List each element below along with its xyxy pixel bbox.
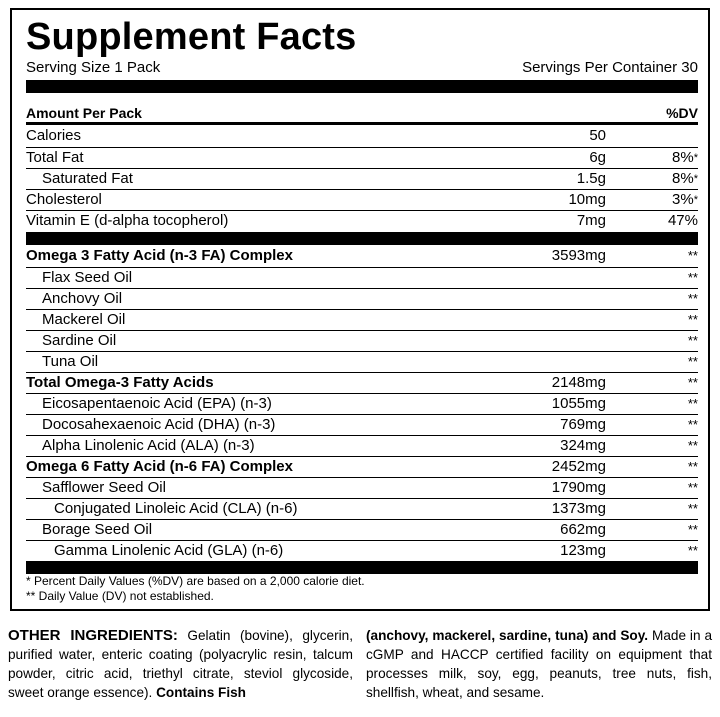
nutrient-dv: 8% bbox=[672, 170, 694, 187]
nutrient-label: Docosahexaenoic Acid (DHA) (n-3) bbox=[42, 416, 276, 433]
nutrient-amount: 1055mg bbox=[551, 395, 606, 412]
thick-divider-top bbox=[26, 80, 698, 93]
nutrient-dv: ** bbox=[687, 438, 698, 453]
nutrient-row bbox=[26, 519, 698, 540]
nutrient-row bbox=[26, 210, 698, 231]
nutrient-dv: ** bbox=[687, 270, 698, 285]
panel-title: Supplement Facts bbox=[26, 16, 357, 58]
nutrient-amount: 3593mg bbox=[551, 247, 606, 264]
nutrient-row bbox=[26, 372, 698, 393]
nutrient-dv: ** bbox=[687, 543, 698, 558]
nutrient-label: Vitamin E (d-alpha tocopherol) bbox=[26, 212, 229, 229]
other-ingredients-col1 bbox=[8, 626, 353, 702]
nutrient-label: Total Omega-3 Fatty Acids bbox=[26, 374, 214, 391]
nutrient-amount: 50 bbox=[589, 127, 606, 144]
nutrient-label: Conjugated Linoleic Acid (CLA) (n-6) bbox=[54, 500, 298, 517]
nutrient-amount: 6g bbox=[589, 149, 606, 166]
column-header bbox=[26, 104, 698, 122]
nutrient-row bbox=[26, 456, 698, 477]
nutrient-dv: ** bbox=[687, 417, 698, 432]
nutrient-label: Calories bbox=[26, 127, 82, 144]
dv-footnote-mark: * bbox=[693, 173, 698, 185]
serving-info bbox=[26, 59, 698, 77]
nutrient-label: Tuna Oil bbox=[42, 353, 99, 370]
allergen-statement-cont: (anchovy, mackerel, sardine, tuna) and Soy. bbox=[366, 628, 649, 643]
dv-footnote-mark: * bbox=[693, 152, 698, 164]
nutrient-amount: 2148mg bbox=[551, 374, 606, 391]
nutrient-amount: 1373mg bbox=[551, 500, 606, 517]
nutrient-dv: 8% bbox=[672, 149, 694, 166]
nutrient-label: Omega 3 Fatty Acid (n-3 FA) Complex bbox=[26, 247, 293, 264]
thin-divider bbox=[26, 122, 698, 125]
other-ingredients-text: Gelatin (bovine), glycerin, purified water, enteric coating (polyacrylic resin, talcum powder, citric acid, triethyl citrate, steviol glycoside, sweet orange essence). bbox=[8, 628, 353, 700]
nutrient-dv: ** bbox=[687, 248, 698, 263]
nutrient-amount: 662mg bbox=[560, 521, 606, 538]
nutrient-row bbox=[26, 351, 698, 372]
facility-statement: Made in a cGMP and HACCP certified facility on equipment that processes milk, soy, egg, peanuts, tree nuts, fish, shellfish, wheat, and sesame. bbox=[366, 628, 713, 700]
nutrient-dv: 3% bbox=[672, 191, 694, 208]
nutrient-amount: 2452mg bbox=[551, 458, 606, 475]
nutrient-amount: 324mg bbox=[560, 437, 606, 454]
nutrient-amount: 123mg bbox=[560, 542, 606, 559]
nutrient-label: Sardine Oil bbox=[42, 332, 117, 349]
nutrient-label: Flax Seed Oil bbox=[42, 269, 133, 286]
nutrient-row bbox=[26, 477, 698, 498]
nutrient-row bbox=[26, 168, 698, 189]
dv-footnote-mark: * bbox=[693, 194, 698, 206]
nutrient-row bbox=[26, 540, 698, 561]
nutrient-row bbox=[26, 246, 698, 267]
other-ingredients-col2 bbox=[366, 626, 712, 702]
thick-divider-mid bbox=[26, 232, 698, 245]
nutrient-row bbox=[26, 393, 698, 414]
nutrient-row bbox=[26, 330, 698, 351]
allergen-statement: Contains Fish bbox=[156, 685, 246, 700]
nutrient-row bbox=[26, 435, 698, 456]
dv-header: %DV bbox=[666, 105, 698, 121]
nutrient-dv-cell bbox=[672, 190, 698, 210]
nutrient-row bbox=[26, 267, 698, 288]
nutrient-label: Mackerel Oil bbox=[42, 311, 126, 328]
nutrient-dv: ** bbox=[687, 459, 698, 474]
nutrient-amount: 10mg bbox=[568, 191, 606, 208]
footnote-dv: * Percent Daily Values (%DV) are based on a 2,000 calorie diet. bbox=[26, 574, 365, 588]
nutrient-row bbox=[26, 498, 698, 519]
nutrient-row bbox=[26, 189, 698, 210]
nutrient-dv: ** bbox=[687, 375, 698, 390]
nutrient-dv: ** bbox=[687, 501, 698, 516]
nutrient-dv: ** bbox=[687, 480, 698, 495]
nutrient-row bbox=[26, 147, 698, 168]
nutrient-dv: ** bbox=[687, 354, 698, 369]
servings-per-container: Servings Per Container 30 bbox=[522, 59, 698, 76]
nutrient-label: Gamma Linolenic Acid (GLA) (n-6) bbox=[54, 542, 284, 559]
nutrient-dv: ** bbox=[687, 312, 698, 327]
nutrient-label: Borage Seed Oil bbox=[42, 521, 153, 538]
thick-divider-bottom bbox=[26, 561, 698, 574]
nutrient-dv: ** bbox=[687, 396, 698, 411]
nutrient-amount: 7mg bbox=[576, 212, 606, 229]
nutrient-dv: ** bbox=[687, 522, 698, 537]
amount-per-header: Amount Per Pack bbox=[26, 105, 142, 121]
other-ingredients-heading: OTHER INGREDIENTS: bbox=[8, 627, 178, 644]
nutrient-amount: 1.5g bbox=[576, 170, 606, 187]
nutrient-row bbox=[26, 126, 698, 147]
nutrient-dv-cell bbox=[672, 169, 698, 189]
serving-size: Serving Size 1 Pack bbox=[26, 59, 161, 76]
nutrient-label: Safflower Seed Oil bbox=[42, 479, 166, 496]
nutrient-label: Total Fat bbox=[26, 149, 84, 166]
nutrient-row bbox=[26, 288, 698, 309]
supplement-facts-panel bbox=[10, 8, 710, 611]
nutrient-dv-cell bbox=[672, 148, 698, 168]
nutrient-dv: 47% bbox=[667, 212, 698, 229]
nutrient-dv: ** bbox=[687, 333, 698, 348]
nutrient-label: Alpha Linolenic Acid (ALA) (n-3) bbox=[42, 437, 255, 454]
nutrient-row bbox=[26, 414, 698, 435]
nutrient-dv: ** bbox=[687, 291, 698, 306]
nutrient-label: Omega 6 Fatty Acid (n-6 FA) Complex bbox=[26, 458, 293, 475]
nutrient-label: Eicosapentaenoic Acid (EPA) (n-3) bbox=[42, 395, 272, 412]
nutrient-amount: 1790mg bbox=[551, 479, 606, 496]
nutrient-label: Cholesterol bbox=[26, 191, 102, 208]
footnote-dv-not-established: ** Daily Value (DV) not established. bbox=[26, 589, 214, 603]
nutrient-label: Anchovy Oil bbox=[42, 290, 123, 307]
nutrient-label: Saturated Fat bbox=[42, 170, 133, 187]
nutrient-amount: 769mg bbox=[560, 416, 606, 433]
nutrient-row bbox=[26, 309, 698, 330]
